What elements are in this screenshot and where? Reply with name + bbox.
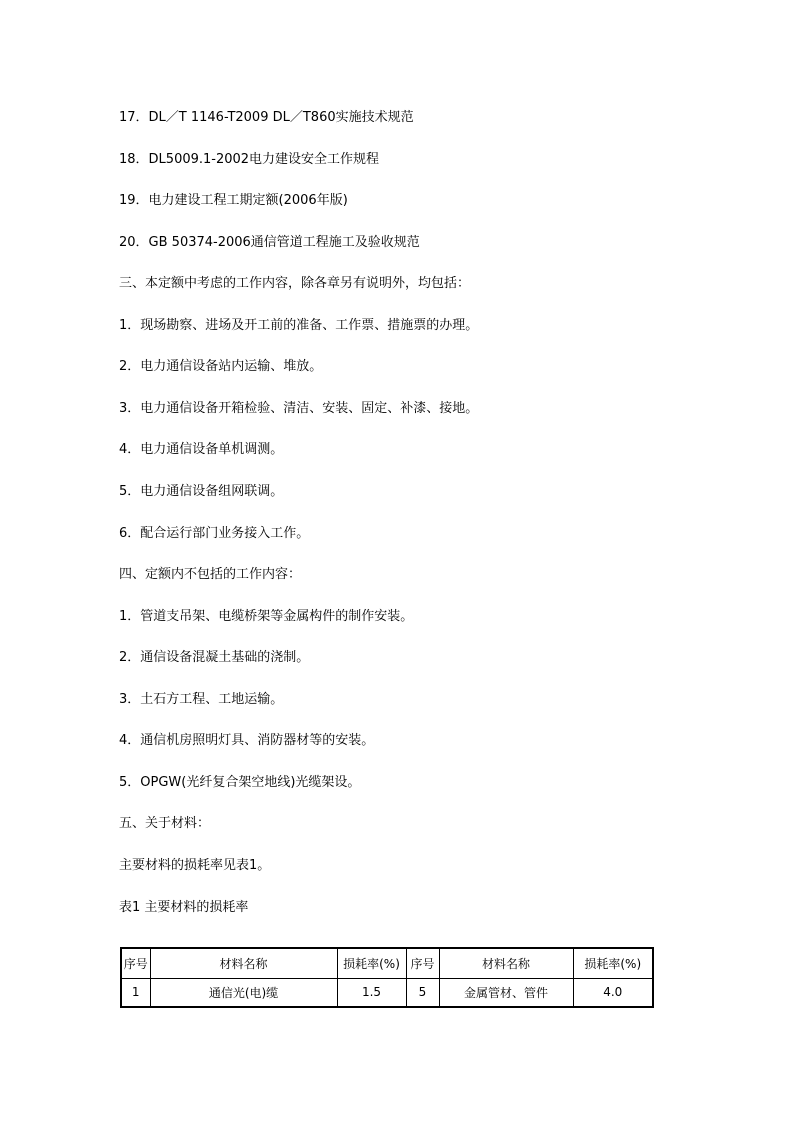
work-item-3: 3．电力通信设备开箱检验、清洁、安装、固定、补漆、接地。: [119, 401, 479, 416]
header-index: 序号: [406, 948, 439, 978]
materials-note: 主要材料的损耗率见表1。: [119, 858, 271, 873]
cell-loss-rate: 4.0: [573, 978, 653, 1007]
cell-loss-rate: 1.5: [337, 978, 406, 1007]
standard-item-20: 20．GB 50374-2006通信管道工程施工及验收规范: [119, 235, 420, 250]
header-index: 序号: [121, 948, 150, 978]
table-row: [121, 978, 653, 1007]
cell-index: 5: [406, 978, 439, 1007]
cell-material-name: 金属管材、管件: [439, 978, 573, 1007]
excluded-item-4: 4．通信机房照明灯具、消防器材等的安装。: [119, 733, 375, 748]
work-item-2: 2．电力通信设备站内运输、堆放。: [119, 359, 323, 374]
section-heading-materials: 五、关于材料：: [119, 816, 211, 831]
work-item-5: 5．电力通信设备组网联调。: [119, 484, 284, 499]
standard-item-18: 18．DL5009.1-2002电力建设安全工作规程: [119, 152, 380, 167]
section-heading-work-scope: 三、本定额中考虑的工作内容，除各章另有说明外，均包括：: [119, 276, 471, 291]
loss-rate-table: [120, 947, 654, 1008]
section-heading-excluded-work: 四、定额内不包括的工作内容：: [119, 567, 302, 582]
excluded-item-3: 3．土石方工程、工地运输。: [119, 692, 284, 707]
cell-material-name: 通信光(电)缆: [150, 978, 337, 1007]
standard-item-19: 19．电力建设工程工期定额(2006年版): [119, 193, 348, 208]
excluded-item-2: 2．通信设备混凝土基础的浇制。: [119, 650, 310, 665]
work-item-4: 4．电力通信设备单机调测。: [119, 442, 284, 457]
table-header-row: [121, 948, 653, 978]
excluded-item-1: 1．管道支吊架、电缆桥架等金属构件的制作安装。: [119, 609, 414, 624]
header-material-name: 材料名称: [439, 948, 573, 978]
work-item-6: 6．配合运行部门业务接入工作。: [119, 526, 310, 541]
header-loss-rate: 损耗率(%): [573, 948, 653, 978]
header-loss-rate: 损耗率(%): [337, 948, 406, 978]
header-material-name: 材料名称: [150, 948, 337, 978]
cell-index: 1: [121, 978, 150, 1007]
work-item-1: 1．现场勘察、进场及开工前的准备、工作票、措施票的办理。: [119, 318, 479, 333]
table-caption: 表1 主要材料的损耗率: [119, 900, 249, 915]
standard-item-17: 17．DL／T 1146-T2009 DL／T860实施技术规范: [119, 110, 414, 125]
excluded-item-5: 5．OPGW(光纤复合架空地线)光缆架设。: [119, 775, 361, 790]
